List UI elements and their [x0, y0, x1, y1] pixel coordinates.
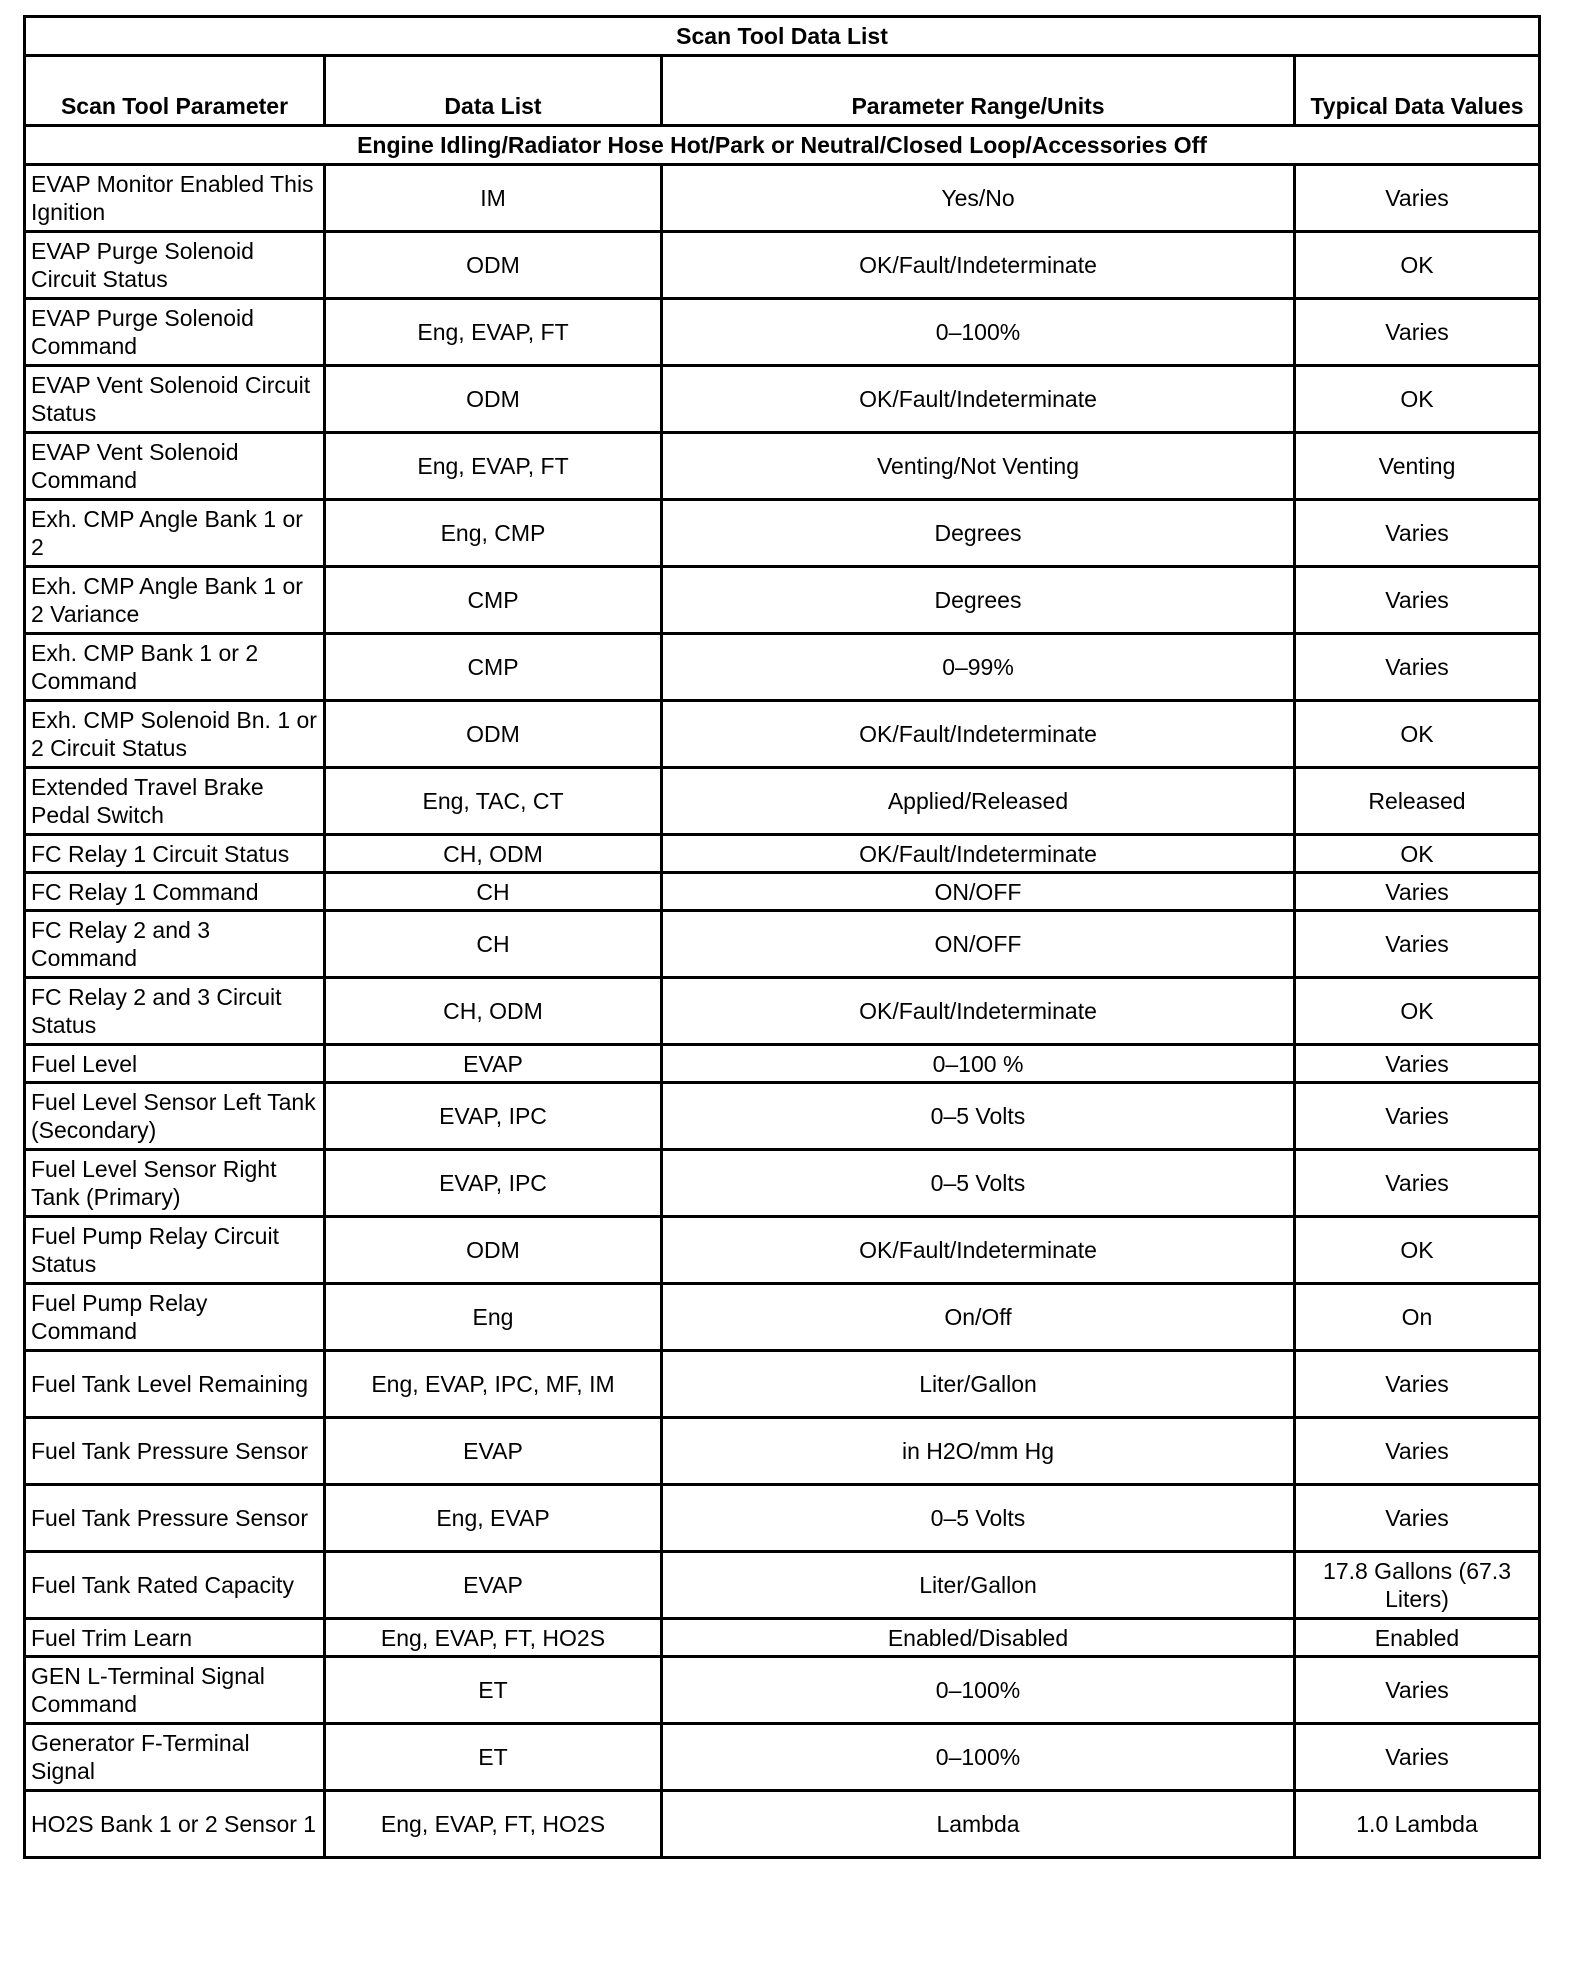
cell-data-list: Eng, EVAP, FT, HO2S — [325, 1791, 662, 1858]
cell-data-list: ET — [325, 1657, 662, 1724]
header-data-list: Data List — [325, 56, 662, 126]
cell-param: FC Relay 2 and 3 Circuit Status — [25, 978, 325, 1045]
table-row — [25, 165, 1540, 232]
cell-data-list: Eng, EVAP, FT, HO2S — [325, 1619, 662, 1657]
cell-range-units: Applied/Released — [662, 768, 1295, 835]
cell-data-list: Eng, EVAP, FT — [325, 299, 662, 366]
cell-typical-value: Varies — [1295, 1150, 1540, 1217]
cell-param: Fuel Tank Level Remaining — [25, 1351, 325, 1418]
table-row — [25, 1724, 1540, 1791]
cell-range-units: ON/OFF — [662, 911, 1295, 978]
cell-param: EVAP Purge Solenoid Command — [25, 299, 325, 366]
table-row — [25, 701, 1540, 768]
cell-param: Fuel Pump Relay Circuit Status — [25, 1217, 325, 1284]
cell-data-list: Eng, EVAP, FT — [325, 433, 662, 500]
cell-typical-value: Enabled — [1295, 1619, 1540, 1657]
cell-param: FC Relay 1 Command — [25, 873, 325, 911]
cell-range-units: Yes/No — [662, 165, 1295, 232]
cell-typical-value: Varies — [1295, 1418, 1540, 1485]
table-row — [25, 1217, 1540, 1284]
cell-range-units: OK/Fault/Indeterminate — [662, 1217, 1295, 1284]
header-parameter-range-units: Parameter Range/Units — [662, 56, 1295, 126]
cell-typical-value: 17.8 Gallons (67.3 Liters) — [1295, 1552, 1540, 1619]
header-row — [25, 56, 1540, 126]
table-row — [25, 232, 1540, 299]
cell-param: Fuel Level Sensor Left Tank (Secondary) — [25, 1083, 325, 1150]
table-row — [25, 433, 1540, 500]
cell-param: Fuel Pump Relay Command — [25, 1284, 325, 1351]
cell-range-units: OK/Fault/Indeterminate — [662, 701, 1295, 768]
cell-param: Fuel Tank Rated Capacity — [25, 1552, 325, 1619]
table-row — [25, 978, 1540, 1045]
cell-param: FC Relay 1 Circuit Status — [25, 835, 325, 873]
cell-range-units: 0–5 Volts — [662, 1150, 1295, 1217]
cell-typical-value: Varies — [1295, 165, 1540, 232]
cell-data-list: ODM — [325, 232, 662, 299]
cell-typical-value: OK — [1295, 232, 1540, 299]
cell-param: EVAP Vent Solenoid Circuit Status — [25, 366, 325, 433]
cell-data-list: EVAP, IPC — [325, 1150, 662, 1217]
table-row — [25, 835, 1540, 873]
data-table — [23, 15, 1541, 1859]
cell-typical-value: Varies — [1295, 873, 1540, 911]
cell-data-list: Eng, EVAP — [325, 1485, 662, 1552]
cell-range-units: Enabled/Disabled — [662, 1619, 1295, 1657]
cell-range-units: On/Off — [662, 1284, 1295, 1351]
cell-param: Fuel Trim Learn — [25, 1619, 325, 1657]
cell-range-units: in H2O/mm Hg — [662, 1418, 1295, 1485]
cell-param: Fuel Level Sensor Right Tank (Primary) — [25, 1150, 325, 1217]
cell-data-list: EVAP — [325, 1045, 662, 1083]
cell-typical-value: Varies — [1295, 299, 1540, 366]
table-row — [25, 299, 1540, 366]
cell-param: EVAP Vent Solenoid Command — [25, 433, 325, 500]
table-row — [25, 1284, 1540, 1351]
table-row — [25, 911, 1540, 978]
cell-range-units: 0–5 Volts — [662, 1083, 1295, 1150]
cell-typical-value: Varies — [1295, 1485, 1540, 1552]
table-row — [25, 1619, 1540, 1657]
table-row — [25, 634, 1540, 701]
cell-typical-value: Varies — [1295, 500, 1540, 567]
cell-typical-value: OK — [1295, 835, 1540, 873]
cell-range-units: 0–99% — [662, 634, 1295, 701]
table-row — [25, 1485, 1540, 1552]
cell-data-list: CH, ODM — [325, 835, 662, 873]
cell-typical-value: Venting — [1295, 433, 1540, 500]
cell-typical-value: Varies — [1295, 1083, 1540, 1150]
cell-param: Fuel Tank Pressure Sensor — [25, 1485, 325, 1552]
cell-param: Exh. CMP Angle Bank 1 or 2 — [25, 500, 325, 567]
cell-range-units: Degrees — [662, 500, 1295, 567]
table-row — [25, 1351, 1540, 1418]
table-row — [25, 1083, 1540, 1150]
cell-range-units: 0–5 Volts — [662, 1485, 1295, 1552]
table-row — [25, 873, 1540, 911]
cell-data-list: CMP — [325, 567, 662, 634]
cell-data-list: IM — [325, 165, 662, 232]
cell-param: Exh. CMP Solenoid Bn. 1 or 2 Circuit Status — [25, 701, 325, 768]
cell-range-units: OK/Fault/Indeterminate — [662, 232, 1295, 299]
cell-typical-value: OK — [1295, 1217, 1540, 1284]
cell-range-units: OK/Fault/Indeterminate — [662, 835, 1295, 873]
cell-data-list: Eng — [325, 1284, 662, 1351]
cell-param: Fuel Tank Pressure Sensor — [25, 1418, 325, 1485]
table-row — [25, 768, 1540, 835]
table-title: Scan Tool Data List — [25, 17, 1540, 56]
cell-param: Exh. CMP Angle Bank 1 or 2 Variance — [25, 567, 325, 634]
cell-range-units: Liter/Gallon — [662, 1351, 1295, 1418]
table-row — [25, 366, 1540, 433]
cell-data-list: EVAP — [325, 1552, 662, 1619]
cell-param: GEN L-Terminal Signal Command — [25, 1657, 325, 1724]
table-row — [25, 1418, 1540, 1485]
cell-typical-value: On — [1295, 1284, 1540, 1351]
cell-data-list: ODM — [325, 1217, 662, 1284]
cell-data-list: Eng, EVAP, IPC, MF, IM — [325, 1351, 662, 1418]
table-row — [25, 500, 1540, 567]
section-row — [25, 126, 1540, 165]
cell-range-units: OK/Fault/Indeterminate — [662, 366, 1295, 433]
cell-typical-value: OK — [1295, 978, 1540, 1045]
header-typical-data-values: Typical Data Values — [1295, 56, 1540, 126]
cell-typical-value: Varies — [1295, 634, 1540, 701]
table-row — [25, 1150, 1540, 1217]
table-body — [25, 165, 1540, 1858]
cell-typical-value: Varies — [1295, 911, 1540, 978]
table-row — [25, 1552, 1540, 1619]
section-heading: Engine Idling/Radiator Hose Hot/Park or Neutral/Closed Loop/Accessories Off — [25, 126, 1540, 165]
cell-param: Exh. CMP Bank 1 or 2 Command — [25, 634, 325, 701]
cell-data-list: EVAP — [325, 1418, 662, 1485]
cell-param: Fuel Level — [25, 1045, 325, 1083]
cell-range-units: 0–100% — [662, 1657, 1295, 1724]
cell-range-units: OK/Fault/Indeterminate — [662, 978, 1295, 1045]
cell-data-list: CH, ODM — [325, 978, 662, 1045]
cell-param: EVAP Purge Solenoid Circuit Status — [25, 232, 325, 299]
cell-data-list: CH — [325, 873, 662, 911]
cell-param: FC Relay 2 and 3 Command — [25, 911, 325, 978]
cell-typical-value: Varies — [1295, 1351, 1540, 1418]
cell-range-units: Liter/Gallon — [662, 1552, 1295, 1619]
header-scan-tool-parameter: Scan Tool Parameter — [25, 56, 325, 126]
cell-typical-value: OK — [1295, 701, 1540, 768]
cell-range-units: 0–100 % — [662, 1045, 1295, 1083]
cell-typical-value: Varies — [1295, 1657, 1540, 1724]
cell-typical-value: Varies — [1295, 567, 1540, 634]
table-row — [25, 1045, 1540, 1083]
cell-param: Generator F-Terminal Signal — [25, 1724, 325, 1791]
table-row — [25, 1791, 1540, 1858]
cell-range-units: ON/OFF — [662, 873, 1295, 911]
cell-range-units: 0–100% — [662, 299, 1295, 366]
cell-data-list: ET — [325, 1724, 662, 1791]
cell-typical-value: 1.0 Lambda — [1295, 1791, 1540, 1858]
cell-data-list: Eng, CMP — [325, 500, 662, 567]
cell-typical-value: Released — [1295, 768, 1540, 835]
cell-range-units: Degrees — [662, 567, 1295, 634]
cell-data-list: Eng, TAC, CT — [325, 768, 662, 835]
cell-range-units: Lambda — [662, 1791, 1295, 1858]
cell-data-list: ODM — [325, 366, 662, 433]
table-row — [25, 567, 1540, 634]
cell-typical-value: Varies — [1295, 1045, 1540, 1083]
table-row — [25, 1657, 1540, 1724]
cell-data-list: CH — [325, 911, 662, 978]
cell-data-list: CMP — [325, 634, 662, 701]
cell-param: HO2S Bank 1 or 2 Sensor 1 — [25, 1791, 325, 1858]
cell-data-list: EVAP, IPC — [325, 1083, 662, 1150]
cell-typical-value: OK — [1295, 366, 1540, 433]
cell-typical-value: Varies — [1295, 1724, 1540, 1791]
cell-data-list: ODM — [325, 701, 662, 768]
cell-param: EVAP Monitor Enabled This Ignition — [25, 165, 325, 232]
scan-tool-data-table — [23, 15, 1538, 1859]
cell-range-units: 0–100% — [662, 1724, 1295, 1791]
title-row — [25, 17, 1540, 56]
cell-param: Extended Travel Brake Pedal Switch — [25, 768, 325, 835]
cell-range-units: Venting/Not Venting — [662, 433, 1295, 500]
